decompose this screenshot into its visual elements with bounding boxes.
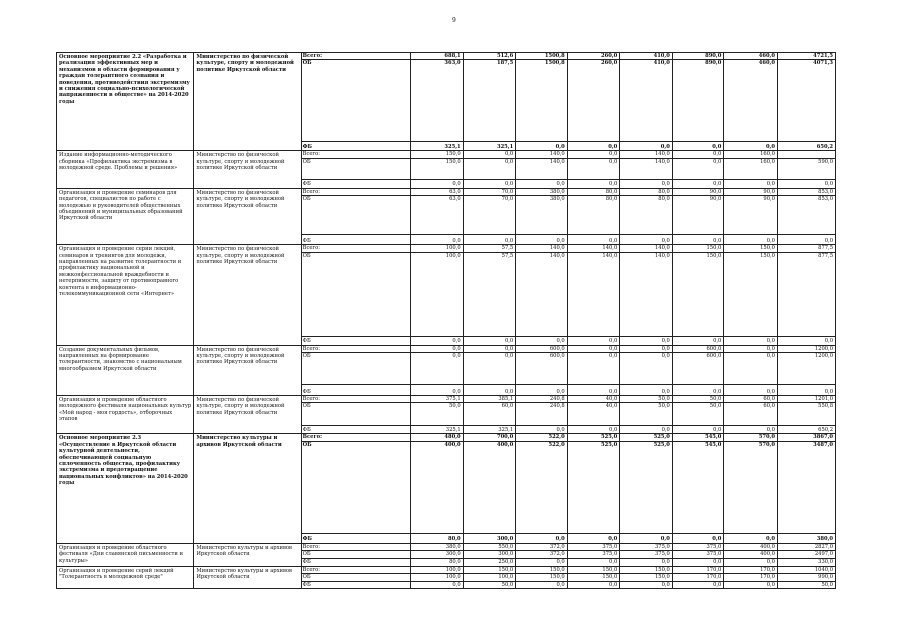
year-amount-cell: 0,0 (567, 533, 620, 543)
funding-source: ОБ (301, 60, 410, 142)
activity-description: Организация и проведение областного молодежного фестиваля национальных культур «Мой народ - моя гордость», отборочных этапов (57, 396, 194, 434)
year-amount-cell: 0,0 (516, 533, 568, 543)
year-amount-cell: 0,0 (516, 235, 568, 245)
page-number: 9 (452, 17, 456, 24)
total-amount-cell: 4071,3 (777, 60, 835, 142)
year-amount-cell: 372,0 (516, 551, 568, 559)
year-amount-cell: 0,0 (724, 142, 778, 151)
year-amount-cell: 0,0 (672, 235, 724, 245)
year-amount-cell: 170,0 (724, 566, 778, 573)
year-amount-cell: 0,0 (620, 142, 673, 151)
year-amount-cell: 460,0 (724, 60, 778, 142)
activity-description: Основное мероприятие 2.3 «Осуществление в Иркутской области культурной деятельности, обеспечивающей социальную сплоченность общества, профилактику экстремизма и предотвращение национальных конфликтов» на 2014-2020 годы (57, 434, 194, 543)
year-amount-cell: 0,0 (724, 582, 778, 589)
year-amount-cell: 150,0 (516, 566, 568, 573)
year-amount-cell: 300,0 (411, 551, 464, 559)
year-amount-cell: 0,0 (620, 353, 673, 385)
funding-source: Всего: (301, 434, 410, 441)
year-amount-cell: 0,0 (724, 559, 778, 566)
year-amount-cell: 480,0 (411, 434, 464, 441)
funding-source: ОБ (301, 252, 410, 336)
year-amount-cell: 300,0 (463, 551, 516, 559)
year-amount-cell: 0,0 (411, 235, 464, 245)
year-amount-cell: 0,0 (567, 559, 620, 566)
year-amount-cell: 63,0 (411, 188, 464, 195)
year-amount-cell: 522,0 (516, 434, 568, 441)
total-amount-cell: 0,0 (777, 385, 835, 396)
total-amount-cell: 2827,0 (777, 543, 835, 550)
year-amount-cell: 380,0 (411, 543, 464, 550)
year-amount-cell: 100,0 (463, 574, 516, 582)
year-amount-cell: 0,0 (567, 345, 620, 352)
year-amount-cell: 150,0 (411, 158, 464, 179)
year-amount-cell: 525,0 (567, 441, 620, 533)
year-amount-cell: 600,0 (516, 353, 568, 385)
year-amount-cell: 1500,8 (516, 53, 568, 60)
year-amount-cell: 0,0 (672, 151, 724, 158)
year-amount-cell: 375,0 (620, 543, 673, 550)
year-amount-cell: 325,1 (411, 426, 464, 434)
year-amount-cell: 160,0 (724, 158, 778, 179)
year-amount-cell: 140,0 (620, 245, 673, 252)
year-amount-cell: 140,0 (567, 252, 620, 336)
year-amount-cell: 0,0 (516, 142, 568, 151)
funding-source: ФБ (301, 385, 410, 396)
year-amount-cell: 80,0 (411, 559, 464, 566)
year-amount-cell: 0,0 (516, 559, 568, 566)
year-amount-cell: 400,0 (411, 441, 464, 533)
year-amount-cell: 0,0 (672, 179, 724, 188)
year-amount-cell: 600,0 (672, 345, 724, 352)
year-amount-cell: 50,0 (672, 403, 724, 426)
table-row-total (57, 396, 836, 403)
total-amount-cell: 0,0 (777, 179, 835, 188)
year-amount-cell: 375,0 (567, 543, 620, 550)
year-amount-cell: 410,0 (620, 60, 673, 142)
year-amount-cell: 0,0 (724, 426, 778, 434)
year-amount-cell: 0,0 (411, 336, 464, 345)
year-amount-cell: 150,0 (724, 252, 778, 336)
funding-source: ОБ (301, 574, 410, 582)
year-amount-cell: 0,0 (672, 158, 724, 179)
year-amount-cell: 0,0 (672, 142, 724, 151)
year-amount-cell: 0,0 (672, 385, 724, 396)
year-amount-cell: 80,0 (567, 188, 620, 195)
year-amount-cell: 0,0 (620, 235, 673, 245)
year-amount-cell: 90,0 (672, 196, 724, 235)
year-amount-cell: 512,6 (463, 53, 516, 60)
total-amount-cell: 2497,0 (777, 551, 835, 559)
total-amount-cell: 0,0 (777, 235, 835, 245)
total-amount-cell: 853,0 (777, 196, 835, 235)
year-amount-cell: 0,0 (724, 179, 778, 188)
year-amount-cell: 0,0 (516, 179, 568, 188)
year-amount-cell: 80,0 (567, 196, 620, 235)
year-amount-cell: 0,0 (620, 533, 673, 543)
activity-description: Издание информационно-методического сборника «Профилактика экстремизма в молодежной среде. Проблемы и решения» (57, 151, 194, 188)
year-amount-cell: 0,0 (567, 385, 620, 396)
year-amount-cell: 550,0 (463, 543, 516, 550)
activity-description: Организация и проведение семинаров для педагогов, специалистов по работе с молодежью и руководителей общественных объединений и муниципальных образований Иркутской области (57, 188, 194, 244)
year-amount-cell: 600,0 (672, 353, 724, 385)
year-amount-cell: 600,0 (516, 345, 568, 352)
responsible-executor: Министерство по физической культуре, спорту и молодежной политике Иркутской области (194, 151, 301, 188)
year-amount-cell: 0,0 (411, 353, 464, 385)
total-amount-cell (777, 151, 835, 158)
year-amount-cell: 375,0 (567, 551, 620, 559)
year-amount-cell: 0,0 (724, 385, 778, 396)
total-amount-cell: 650,2 (777, 142, 835, 151)
funding-source: Всего: (301, 396, 410, 403)
total-amount-cell: 853,0 (777, 188, 835, 195)
year-amount-cell: 150,0 (516, 574, 568, 582)
year-amount-cell: 0,0 (411, 385, 464, 396)
year-amount-cell: 0,0 (567, 142, 620, 151)
year-amount-cell: 50,0 (620, 403, 673, 426)
year-amount-cell: 325,1 (463, 426, 516, 434)
funding-source: ФБ (301, 582, 410, 589)
funding-source: ФБ (301, 235, 410, 245)
year-amount-cell: 140,0 (516, 158, 568, 179)
year-amount-cell: 0,0 (463, 336, 516, 345)
activity-description: Организация и проведение серий лекций "Толерантность в молодежной среде" (57, 566, 194, 589)
year-amount-cell: 0,0 (620, 336, 673, 345)
year-amount-cell: 140,0 (516, 245, 568, 252)
funding-source: Всего: (301, 566, 410, 573)
year-amount-cell: 150,0 (620, 574, 673, 582)
funding-source: ОБ (301, 196, 410, 235)
table-row-total (57, 543, 836, 550)
funding-source: ОБ (301, 551, 410, 559)
funding-source: ОБ (301, 403, 410, 426)
funding-source: ФБ (301, 426, 410, 434)
year-amount-cell: 545,0 (672, 434, 724, 441)
funding-source: ОБ (301, 353, 410, 385)
total-amount-cell: 1200,0 (777, 353, 835, 385)
total-amount-cell: 550,8 (777, 403, 835, 426)
year-amount-cell: 372,0 (516, 543, 568, 550)
year-amount-cell: 0,0 (567, 235, 620, 245)
year-amount-cell: 160,0 (724, 151, 778, 158)
total-amount-cell: 650,2 (777, 426, 835, 434)
year-amount-cell: 100,0 (411, 252, 464, 336)
year-amount-cell: 50,0 (620, 396, 673, 403)
year-amount-cell: 0,0 (724, 235, 778, 245)
year-amount-cell: 0,0 (620, 426, 673, 434)
year-amount-cell: 0,0 (463, 353, 516, 385)
year-amount-cell: 0,0 (620, 559, 673, 566)
year-amount-cell: 0,0 (516, 426, 568, 434)
year-amount-cell: 50,0 (411, 403, 464, 426)
year-amount-cell: 57,5 (463, 245, 516, 252)
year-amount-cell: 380,0 (516, 196, 568, 235)
year-amount-cell: 0,0 (411, 345, 464, 352)
year-amount-cell: 60,0 (463, 403, 516, 426)
funding-source: ОБ (301, 441, 410, 533)
year-amount-cell: 375,0 (672, 543, 724, 550)
year-amount-cell: 80,0 (620, 196, 673, 235)
year-amount-cell: 150,0 (411, 151, 464, 158)
year-amount-cell: 0,0 (463, 158, 516, 179)
total-amount-cell: 3487,0 (777, 441, 835, 533)
year-amount-cell: 140,0 (620, 151, 673, 158)
year-amount-cell: 240,8 (516, 396, 568, 403)
year-amount-cell: 0,0 (567, 426, 620, 434)
funding-source: Всего: (301, 543, 410, 550)
year-amount-cell: 150,0 (463, 566, 516, 573)
year-amount-cell: 0,0 (463, 345, 516, 352)
table-row-total (57, 188, 836, 195)
table-row-total (57, 53, 836, 60)
responsible-executor: Министерство по физической культуре, спорту и молодежной политике Иркутской области (194, 396, 301, 434)
funding-source: ОБ (301, 158, 410, 179)
funding-source: ФБ (301, 142, 410, 151)
total-amount-cell: 877,5 (777, 252, 835, 336)
funding-source: Всего: (301, 151, 410, 158)
year-amount-cell: 525,0 (620, 434, 673, 441)
responsible-executor: Министерство по физической культуре, спорту и молодежной политике Иркутской области (194, 245, 301, 345)
year-amount-cell: 410,0 (620, 53, 673, 60)
responsible-executor: Министерство по физической культуре, спорту и молодежной политике Иркутской области (194, 53, 301, 151)
budget-table (56, 52, 836, 589)
year-amount-cell: 150,0 (567, 574, 620, 582)
year-amount-cell: 363,0 (411, 60, 464, 142)
year-amount-cell: 240,8 (516, 403, 568, 426)
year-amount-cell: 385,1 (463, 396, 516, 403)
year-amount-cell: 250,0 (463, 559, 516, 566)
year-amount-cell: 0,0 (463, 235, 516, 245)
activity-description: Основное мероприятие 2.2 «Разработка и реализация эффективных мер и механизмов в области формирования у граждан толерантного сознания и поведения, противодействия экстремизму и снижения социально-психологической напряженности в обществе» на 2014-2020 годы (57, 53, 194, 151)
year-amount-cell: 90,0 (724, 196, 778, 235)
year-amount-cell: 90,0 (672, 188, 724, 195)
year-amount-cell: 50,0 (463, 582, 516, 589)
year-amount-cell: 0,0 (672, 582, 724, 589)
year-amount-cell: 0,0 (672, 426, 724, 434)
year-amount-cell: 0,0 (620, 385, 673, 396)
table-body (57, 53, 836, 589)
year-amount-cell: 0,0 (672, 533, 724, 543)
activity-description: Организация и проведение серии лекций, семинаров и тренингов для молодежи, направленных на развитие толерантности и профилактику национальной и межконфессиональной враждебности и нетерпимости, защиту от противоправного контента в информационно-телекоммуникационной сети «Интернет» (57, 245, 194, 345)
year-amount-cell: 150,0 (672, 245, 724, 252)
year-amount-cell: 140,0 (567, 245, 620, 252)
funding-source: ФБ (301, 559, 410, 566)
funding-source: Всего: (301, 188, 410, 195)
year-amount-cell: 570,0 (724, 434, 778, 441)
year-amount-cell: 0,0 (567, 151, 620, 158)
year-amount-cell: 0,0 (567, 179, 620, 188)
year-amount-cell: 0,0 (724, 336, 778, 345)
responsible-executor: Министерство по физической культуре, спорту и молодежной политике Иркутской области (194, 188, 301, 244)
year-amount-cell: 525,0 (620, 441, 673, 533)
activity-description: Создание документальных фильмов, направленных на формирование толерантности, знакомство с национальным многообразием Иркутской области (57, 345, 194, 395)
funding-source: ФБ (301, 336, 410, 345)
year-amount-cell: 400,0 (463, 441, 516, 533)
year-amount-cell: 150,0 (724, 245, 778, 252)
year-amount-cell: 700,0 (463, 434, 516, 441)
year-amount-cell: 260,0 (567, 53, 620, 60)
activity-description: Организация и проведение областного фестиваля «Дни славянской письменности и культуры» (57, 543, 194, 566)
table-row-total (57, 151, 836, 158)
total-amount-cell: 1201,0 (777, 396, 835, 403)
year-amount-cell: 522,0 (516, 441, 568, 533)
year-amount-cell: 375,0 (620, 551, 673, 559)
year-amount-cell: 0,0 (411, 179, 464, 188)
year-amount-cell: 525,0 (567, 434, 620, 441)
year-amount-cell: 688,1 (411, 53, 464, 60)
year-amount-cell: 890,0 (672, 53, 724, 60)
year-amount-cell: 375,1 (411, 396, 464, 403)
year-amount-cell: 0,0 (620, 179, 673, 188)
year-amount-cell: 0,0 (724, 353, 778, 385)
total-amount-cell: 50,0 (777, 582, 835, 589)
funding-source: Всего: (301, 53, 410, 60)
year-amount-cell: 0,0 (463, 179, 516, 188)
year-amount-cell: 57,5 (463, 252, 516, 336)
total-amount-cell: 4721,5 (777, 53, 835, 60)
year-amount-cell: 380,0 (516, 188, 568, 195)
year-amount-cell: 260,0 (567, 60, 620, 142)
total-amount-cell: 877,5 (777, 245, 835, 252)
year-amount-cell: 170,0 (672, 574, 724, 582)
year-amount-cell: 150,0 (672, 252, 724, 336)
year-amount-cell: 80,0 (411, 533, 464, 543)
year-amount-cell: 375,0 (672, 551, 724, 559)
funding-source: ФБ (301, 533, 410, 543)
year-amount-cell: 40,0 (567, 403, 620, 426)
year-amount-cell: 300,0 (463, 533, 516, 543)
year-amount-cell: 140,0 (620, 158, 673, 179)
year-amount-cell: 0,0 (724, 533, 778, 543)
year-amount-cell: 325,1 (411, 142, 464, 151)
year-amount-cell: 460,0 (724, 53, 778, 60)
funding-source: ФБ (301, 179, 410, 188)
year-amount-cell: 1500,8 (516, 60, 568, 142)
year-amount-cell: 0,0 (724, 345, 778, 352)
responsible-executor: Министерство культуры и архивов Иркутской области (194, 543, 301, 566)
year-amount-cell: 0,0 (567, 158, 620, 179)
year-amount-cell: 0,0 (620, 345, 673, 352)
responsible-executor: Министерство культуры и архивов Иркутской области (194, 566, 301, 589)
year-amount-cell: 570,0 (724, 441, 778, 533)
year-amount-cell: 0,0 (567, 353, 620, 385)
total-amount-cell: 3867,0 (777, 434, 835, 441)
year-amount-cell: 0,0 (672, 336, 724, 345)
year-amount-cell: 187,5 (463, 60, 516, 142)
year-amount-cell: 63,0 (411, 196, 464, 235)
year-amount-cell: 0,0 (672, 559, 724, 566)
year-amount-cell: 170,0 (672, 566, 724, 573)
year-amount-cell: 60,0 (724, 403, 778, 426)
total-amount-cell: 1040,0 (777, 566, 835, 573)
year-amount-cell: 60,0 (724, 396, 778, 403)
year-amount-cell: 90,0 (724, 188, 778, 195)
year-amount-cell: 400,0 (724, 543, 778, 550)
year-amount-cell: 0,0 (567, 582, 620, 589)
year-amount-cell: 0,0 (463, 385, 516, 396)
table-row-total (57, 345, 836, 352)
year-amount-cell: 140,0 (516, 151, 568, 158)
year-amount-cell: 0,0 (463, 151, 516, 158)
year-amount-cell: 0,0 (620, 582, 673, 589)
total-amount-cell: 0,0 (777, 336, 835, 345)
year-amount-cell: 70,0 (463, 196, 516, 235)
funding-source: Всего: (301, 345, 410, 352)
total-amount-cell: 380,0 (777, 533, 835, 543)
year-amount-cell: 100,0 (411, 566, 464, 573)
year-amount-cell: 80,0 (620, 188, 673, 195)
year-amount-cell: 140,0 (620, 252, 673, 336)
year-amount-cell: 400,0 (724, 551, 778, 559)
table-row-total (57, 434, 836, 441)
total-amount-cell: 990,0 (777, 574, 835, 582)
year-amount-cell: 150,0 (620, 566, 673, 573)
table-row-total (57, 566, 836, 573)
year-amount-cell: 70,0 (463, 188, 516, 195)
year-amount-cell: 100,0 (411, 574, 464, 582)
responsible-executor: Министерство культуры и архивов Иркутской области (194, 434, 301, 543)
year-amount-cell: 140,0 (516, 252, 568, 336)
year-amount-cell: 0,0 (411, 582, 464, 589)
year-amount-cell: 0,0 (516, 385, 568, 396)
year-amount-cell: 0,0 (516, 336, 568, 345)
table-row-total (57, 245, 836, 252)
year-amount-cell: 0,0 (516, 582, 568, 589)
total-amount-cell: 590,0 (777, 158, 835, 179)
year-amount-cell: 0,0 (567, 336, 620, 345)
year-amount-cell: 890,0 (672, 60, 724, 142)
responsible-executor: Министерство по физической культуре, спорту и молодежной политике Иркутской области (194, 345, 301, 395)
year-amount-cell: 325,1 (463, 142, 516, 151)
year-amount-cell: 170,0 (724, 574, 778, 582)
total-amount-cell: 330,0 (777, 559, 835, 566)
year-amount-cell: 40,0 (567, 396, 620, 403)
total-amount-cell: 1200,0 (777, 345, 835, 352)
year-amount-cell: 50,0 (672, 396, 724, 403)
year-amount-cell: 150,0 (567, 566, 620, 573)
year-amount-cell: 545,0 (672, 441, 724, 533)
funding-source: Всего: (301, 245, 410, 252)
year-amount-cell: 100,0 (411, 245, 464, 252)
